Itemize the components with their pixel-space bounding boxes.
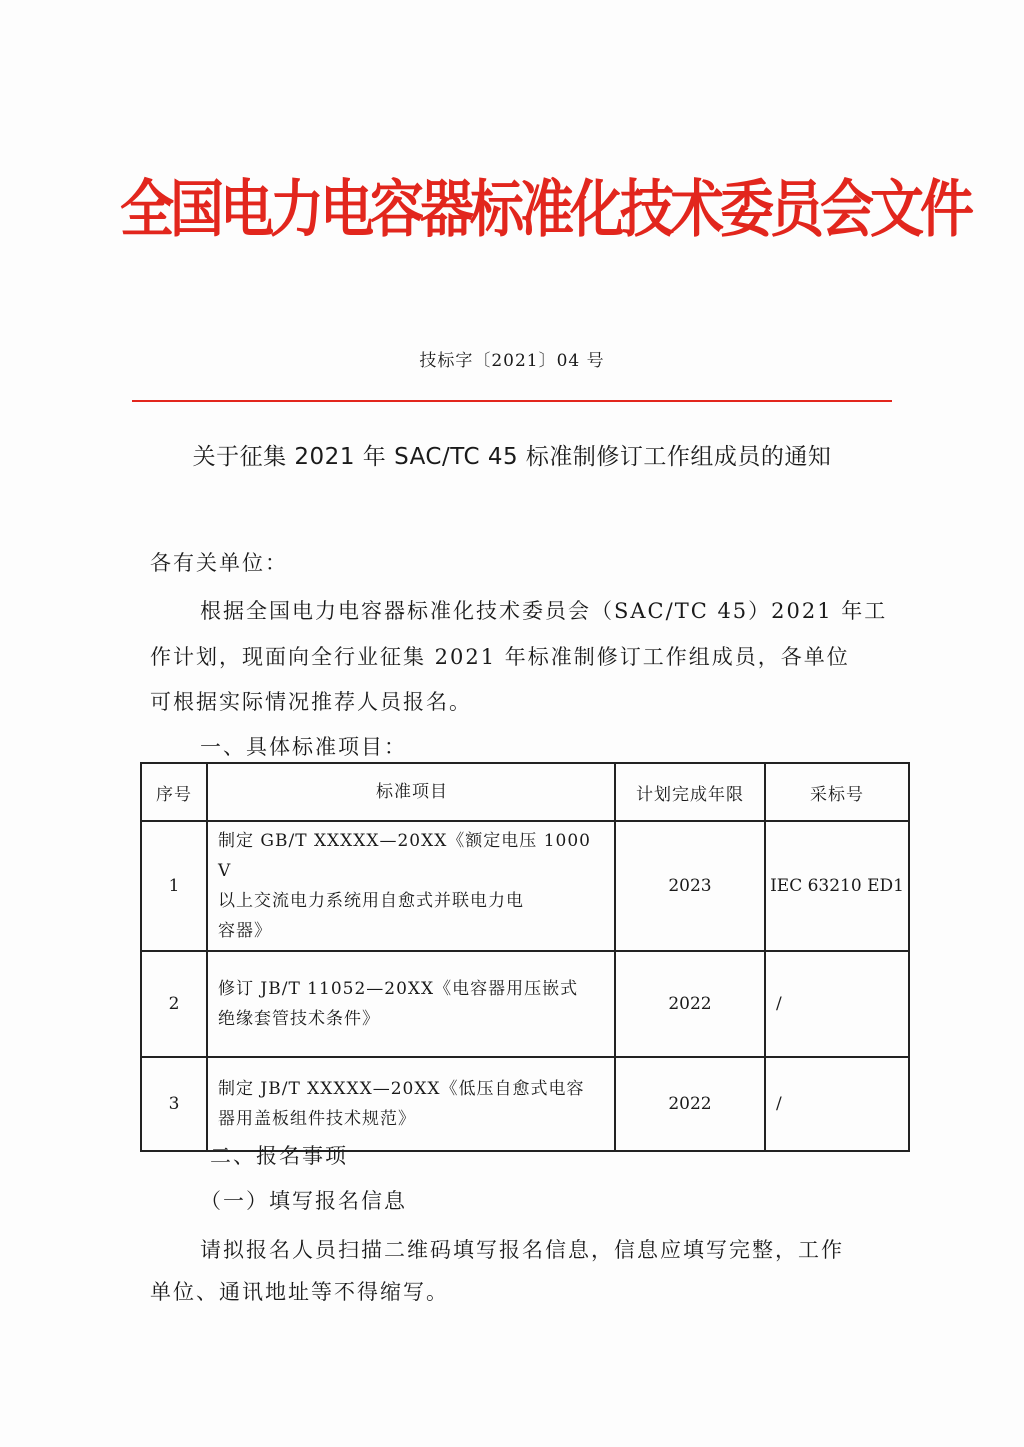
column-header-reference: 采标号: [765, 763, 909, 821]
adopted-standard-ref: IEC 63210 ED1: [765, 821, 909, 951]
row-number: 1: [141, 821, 207, 951]
standard-item-line: 制定 GB/T XXXXX—20XX《额定电压 1000 V: [218, 831, 591, 881]
adopted-standard-ref: /: [765, 1057, 909, 1151]
completion-year: 2023: [615, 821, 765, 951]
column-header-year: 计划完成年限: [615, 763, 765, 821]
notice-title: 关于征集 2021 年 SAC/TC 45 标准制修订工作组成员的通知: [192, 444, 832, 470]
standard-item-line: 容器》: [218, 921, 272, 941]
table-row: [141, 951, 909, 1057]
standards-table: [140, 762, 910, 1152]
adopted-standard-ref: /: [765, 951, 909, 1057]
column-header-item: 标准项目: [207, 763, 615, 821]
salutation: 各有关单位：: [150, 551, 288, 575]
intro-line-1: 根据全国电力电容器标准化技术委员会（SAC/TC 45）2021 年工: [200, 599, 888, 623]
standard-item-line: 器用盖板组件技术规范》: [218, 1109, 416, 1129]
row-number: 3: [141, 1057, 207, 1151]
completion-year: 2022: [615, 1057, 765, 1151]
standard-item: [207, 821, 615, 951]
table-row: [141, 821, 909, 951]
document-number: 技标字〔2021〕04 号: [419, 351, 605, 371]
section1-heading: 一、具体标准项目：: [200, 735, 407, 759]
standard-item: [207, 951, 615, 1057]
sub1-line-1: 请拟报名人员扫描二维码填写报名信息，信息应填写完整，工作: [200, 1238, 844, 1262]
sub1-line-2: 单位、通讯地址等不得缩写。: [150, 1280, 449, 1304]
standard-item: [207, 1057, 615, 1151]
standard-item-line: 制定 JB/T XXXXX—20XX《低压自愈式电容: [218, 1079, 585, 1099]
table-header-row: [141, 763, 909, 821]
intro-line-2: 作计划，现面向全行业征集 2021 年标准制修订工作组成员，各单位: [150, 645, 850, 669]
issuer-title: 全国电力电容器标准化技术委员会文件: [120, 173, 970, 246]
column-header-number: 序号: [141, 763, 207, 821]
completion-year: 2022: [615, 951, 765, 1057]
subsection1-heading: （一）填写报名信息: [200, 1189, 407, 1213]
standard-item-line: 绝缘套管技术条件》: [218, 1009, 380, 1029]
red-divider-rule: [132, 400, 892, 402]
row-number: 2: [141, 951, 207, 1057]
intro-line-3: 可根据实际情况推荐人员报名。: [150, 690, 472, 714]
standard-item-line: 修订 JB/T 11052—20XX《电容器用压嵌式: [218, 979, 579, 999]
standard-item-line: 以上交流电力系统用自愈式并联电力电: [218, 891, 524, 911]
table-row: [141, 1057, 909, 1151]
section2-heading: 二、报名事项: [210, 1144, 348, 1168]
